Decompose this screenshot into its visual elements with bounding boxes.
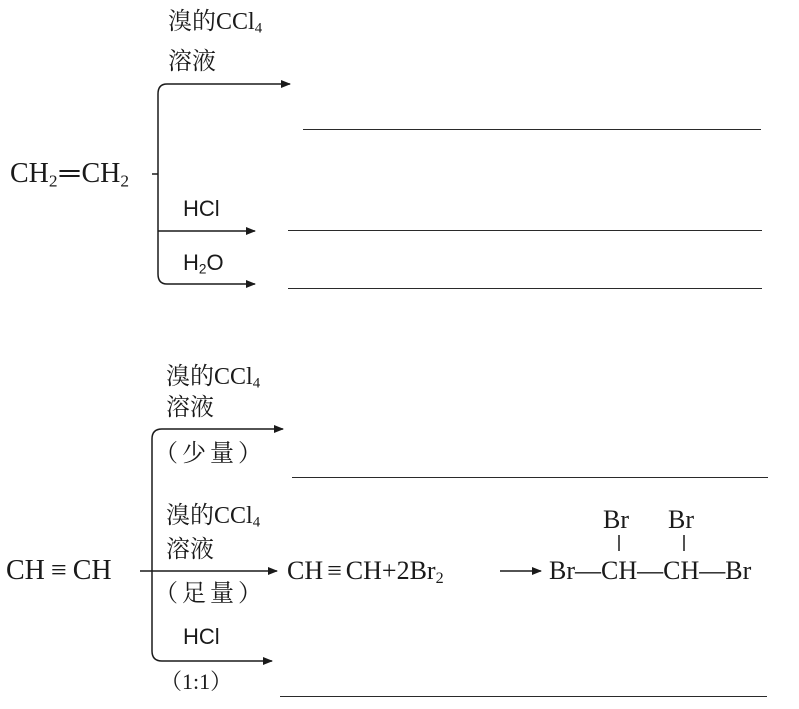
equation-product: Br—CH—CH—Br: [549, 556, 752, 585]
br-substituent-2: Br: [668, 505, 694, 534]
condition-small-amount: （少量）: [154, 441, 266, 467]
answer-blank-3[interactable]: [288, 288, 762, 289]
solution-label-1: 溶液: [168, 49, 216, 75]
acetylene-formula: CH ≡ CH: [6, 555, 112, 586]
br-substituent-1: Br: [603, 505, 629, 534]
bromine-reagent-label-3: 溴的CCl$_4$: [166, 503, 261, 531]
answer-blank-5[interactable]: [280, 696, 767, 697]
hcl-reagent-label-1: HCl: [183, 196, 220, 221]
hcl-reagent-label-2: HCl: [183, 624, 220, 649]
bromine-reagent-label-2: 溴的CCl$_4$: [166, 364, 261, 392]
solution-label-2: 溶液: [166, 395, 214, 421]
bromine-reagent-label-1: 溴的CCl$_4$: [168, 9, 263, 37]
answer-blank-4[interactable]: [292, 477, 768, 478]
equation-lhs: CH ≡ $CH+2Br_2$: [287, 556, 444, 588]
condition-ratio: （1:1）: [160, 669, 233, 694]
answer-blank-1[interactable]: [303, 129, 761, 130]
answer-blank-2[interactable]: [288, 230, 762, 231]
bracket-part1: [152, 84, 167, 284]
h2o-reagent-label: $H_2O$: [183, 250, 224, 277]
solution-label-3: 溶液: [166, 537, 214, 563]
ethylene-formula: $CH_2═CH_2$: [10, 158, 130, 191]
condition-excess: （足量）: [154, 581, 266, 607]
